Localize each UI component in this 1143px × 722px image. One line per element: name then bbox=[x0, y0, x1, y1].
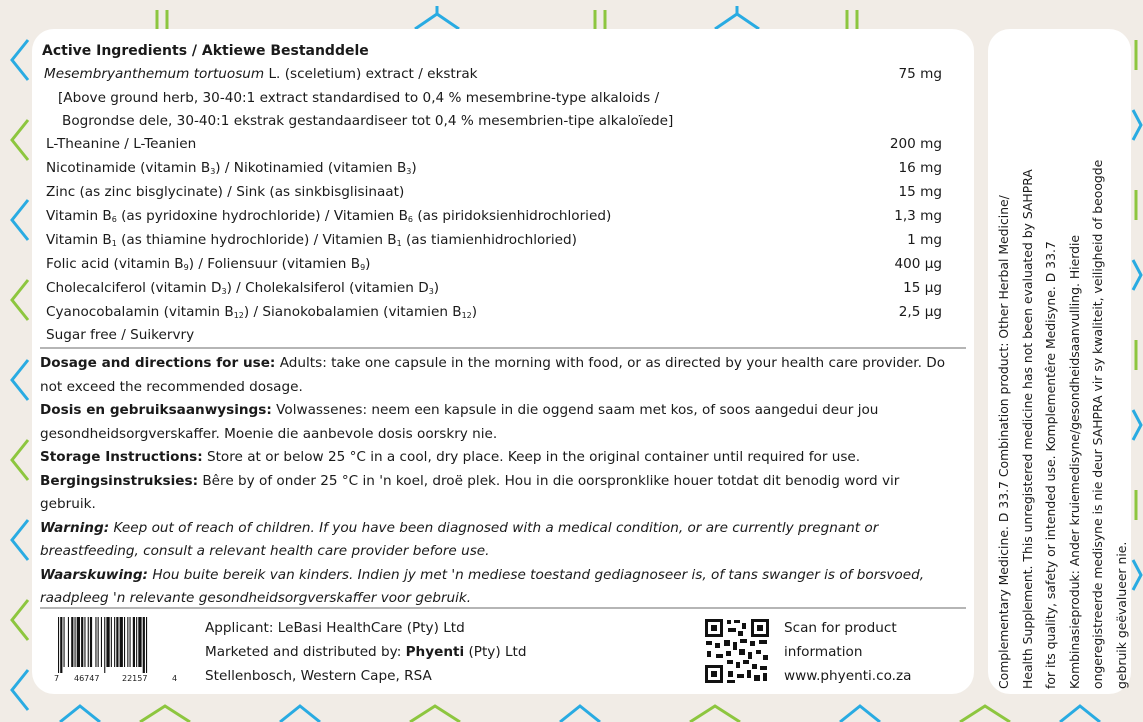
subscript: 3 bbox=[406, 167, 412, 176]
amount-vitamin-d3: 15 µg bbox=[903, 280, 942, 296]
qr-code-icon[interactable] bbox=[704, 618, 770, 684]
barcode-bar bbox=[104, 617, 105, 673]
barcode-bar bbox=[88, 617, 89, 667]
brand-name: Phyenti bbox=[405, 644, 465, 660]
text-part: ) / Foliensuur (vitamien B bbox=[188, 256, 361, 272]
subscript: 3 bbox=[221, 287, 227, 296]
barcode-bar bbox=[84, 617, 85, 667]
berging-text: Bêre by of onder 25 °C in 'n koel, droë plek. Hou in die oorspronklike houer totdat dit benodig word vir gebruik. bbox=[40, 472, 900, 512]
barcode-bar bbox=[106, 617, 109, 667]
subscript: 6 bbox=[407, 215, 413, 224]
barcode-bar bbox=[101, 617, 102, 667]
scan-info bbox=[784, 616, 911, 688]
subscript: 9 bbox=[360, 263, 366, 272]
ingredient-latin-name: Mesembryanthemum tortuosum bbox=[44, 66, 265, 82]
text-part: (as tiamienhidrochloried) bbox=[401, 232, 577, 248]
amount-theanine: 200 mg bbox=[889, 136, 942, 152]
ingredient-vitamin-b12 bbox=[46, 304, 477, 324]
text-part: Vitamin B bbox=[46, 232, 112, 248]
ingredient-vitamin-b1 bbox=[46, 232, 577, 252]
marketed-line bbox=[205, 640, 527, 664]
directions-section bbox=[40, 352, 958, 611]
barcode-bar bbox=[71, 617, 73, 667]
barcode-bar bbox=[77, 617, 80, 667]
barcode-bar bbox=[116, 617, 118, 667]
waarskuwing-text: Hou buite bereik van kinders. Indien jy met 'n mediese toestand gediagnoseer is, of tans swanger is of borsvoed, raadpleeg 'n relevante gesondheidsorgverskaffer voor gebruik. bbox=[40, 566, 925, 606]
regulatory-line-5: ongeregistreerde medisyne is nie deur SAHPRA vir sy kwaliteit, veiligheid of beoogde bbox=[1090, 159, 1106, 689]
barcode-bar bbox=[64, 617, 65, 667]
barcode-bar bbox=[68, 617, 69, 667]
bottom-edge-pattern bbox=[60, 706, 1100, 722]
ingredient-sceletium bbox=[44, 66, 478, 83]
amount-zinc: 15 mg bbox=[898, 184, 942, 200]
extract-note-line-2: Bogrondse dele, 30-40:1 ekstrak gestandaardiseer tot 0,4 % mesembrien-tipe alkaloïede] bbox=[62, 113, 674, 129]
top-green-bars bbox=[157, 10, 857, 29]
warning-paragraph bbox=[40, 517, 958, 564]
amount-vitamin-b12: 2,5 µg bbox=[898, 304, 942, 320]
text-part: ) / Sianokobalamien (vitamien B bbox=[243, 304, 462, 320]
subscript: 9 bbox=[183, 263, 189, 272]
address-line: Stellenbosch, Western Cape, RSA bbox=[205, 668, 432, 684]
text-part: Cholecalciferol (vitamin D bbox=[46, 280, 222, 296]
regulatory-line-4: Kombinasieproduk: Ander kruiemedisyne/gesondheidsaanvulling. Hierdie bbox=[1066, 234, 1082, 689]
amount-nicotinamide: 16 mg bbox=[898, 160, 942, 176]
ingredients-heading: Active Ingredients / Aktiewe Bestanddele bbox=[42, 43, 369, 59]
sugar-free-note: Sugar free / Suikervry bbox=[46, 327, 195, 343]
text-part: Vitamin B bbox=[46, 208, 112, 224]
waarskuwing-label: Waarskuwing: bbox=[40, 566, 148, 583]
dosage-label: Dosage and directions for use: bbox=[40, 355, 276, 371]
berging-label: Bergingsinstruksies: bbox=[40, 472, 199, 489]
barcode-bar bbox=[95, 617, 96, 667]
text-part: ) bbox=[471, 304, 478, 320]
text-part: Nicotinamide (vitamin B bbox=[46, 160, 211, 176]
barcode-bar bbox=[98, 617, 99, 667]
subscript: 1 bbox=[396, 239, 402, 248]
text-part: ) bbox=[411, 160, 417, 176]
regulatory-text bbox=[992, 160, 1134, 689]
amount-sceletium: 75 mg bbox=[898, 66, 942, 82]
dosage-paragraph bbox=[40, 352, 958, 399]
company-info bbox=[205, 616, 527, 688]
side-regulatory-panel bbox=[988, 29, 1131, 694]
barcode-bar bbox=[124, 617, 125, 667]
text-part: ) bbox=[365, 256, 371, 272]
scan-line-2: information bbox=[784, 644, 863, 660]
text-part: Folic acid (vitamin B bbox=[46, 256, 184, 272]
dosis-text: Volwassenes: neem een kapsule in die oggend saam met kos, of soos aangedui deur jou gesondheidsorgverskaffer. Moenie die aanbevole dosis oorskry nie. bbox=[40, 402, 879, 442]
ingredient-folic-acid bbox=[46, 256, 370, 276]
top-teal-chevrons bbox=[415, 6, 759, 29]
barcode-bar bbox=[60, 617, 62, 673]
barcode-digit-4: 4 bbox=[172, 674, 178, 683]
divider-directions bbox=[40, 607, 966, 609]
barcode-bar bbox=[75, 617, 76, 667]
ingredient-theanine: L-Theanine / L-Teanien bbox=[46, 136, 197, 152]
waarskuwing-paragraph bbox=[40, 564, 958, 611]
text-part: ) / Cholekalsiferol (vitamien D bbox=[226, 280, 429, 296]
extract-note-line-1: [Above ground herb, 30-40:1 extract standardised to 0,4 % mesembrine-type alkaloids / bbox=[58, 90, 660, 106]
text-part: ) / Nikotinamied (vitamien B bbox=[215, 160, 407, 176]
barcode-digits-2: 46747 bbox=[74, 674, 100, 683]
left-edge-pattern bbox=[12, 40, 28, 710]
dosage-text: Adults: take one capsule in the morning with food, or as directed by your health care provider. Do not exceed the recommended dosage. bbox=[40, 355, 946, 395]
regulatory-line-6: gebruik geëvalueer nie. bbox=[1113, 541, 1129, 689]
barcode-bar bbox=[146, 617, 147, 673]
applicant-line: Applicant: LeBasi HealthCare (Pty) Ltd bbox=[205, 620, 465, 636]
storage-text: Store at or below 25 °C in a cool, dry place. Keep in the original container until required for use. bbox=[202, 449, 861, 465]
barcode-bar bbox=[143, 617, 145, 673]
dosis-label: Dosis en gebruiksaanwysings: bbox=[40, 402, 272, 418]
barcode-bar bbox=[111, 617, 112, 667]
scan-line-1: Scan for product bbox=[784, 620, 897, 636]
marketed-suffix: (Pty) Ltd bbox=[464, 644, 527, 660]
ingredient-name-rest: L. (sceletium) extract / ekstrak bbox=[264, 66, 478, 82]
divider-ingredients bbox=[40, 347, 966, 349]
text-part: ) bbox=[433, 280, 440, 296]
warning-text: Keep out of reach of children. If you have been diagnosed with a medical condition, or are currently pregnant or breastfeeding, consult a relevant health care provider before use. bbox=[40, 519, 879, 559]
subscript: 6 bbox=[111, 215, 117, 224]
dosis-paragraph bbox=[40, 399, 958, 446]
amount-folic-acid: 400 µg bbox=[894, 256, 942, 272]
barcode-bar bbox=[133, 617, 135, 667]
barcode-bars bbox=[52, 617, 184, 673]
regulatory-line-2: Health Supplement. This unregistered medicine has not been evaluated by SAHPRA bbox=[1019, 169, 1035, 689]
barcode-bar bbox=[58, 617, 59, 673]
warning-label: Warning: bbox=[40, 519, 110, 536]
barcode-bar bbox=[90, 617, 92, 667]
ingredient-vitamin-b6 bbox=[46, 208, 611, 228]
barcode-bar bbox=[81, 617, 83, 667]
barcode bbox=[52, 617, 184, 687]
barcode-bar bbox=[120, 617, 123, 667]
subscript: 1 bbox=[111, 239, 117, 248]
ingredient-nicotinamide bbox=[46, 160, 417, 180]
text-part: (as pyridoxine hydrochloride) / Vitamien B bbox=[116, 208, 408, 224]
text-part: Cyanocobalamin (vitamin B bbox=[46, 304, 234, 320]
ingredient-vitamin-d3 bbox=[46, 280, 439, 300]
barcode-digits-3: 22157 bbox=[122, 674, 148, 683]
text-part: (as piridoksienhidrochloried) bbox=[413, 208, 612, 224]
storage-paragraph bbox=[40, 446, 958, 470]
regulatory-line-1: Complementary Medicine. D 33.7 Combination product: Other Herbal Medicine/ bbox=[996, 195, 1011, 689]
barcode-digit-1: 7 bbox=[54, 674, 60, 683]
regulatory-line-3: for its quality, safety or intended use. Komplementêre Medisyne. D 33.7 bbox=[1043, 241, 1059, 689]
barcode-bar bbox=[114, 617, 115, 667]
berging-paragraph bbox=[40, 470, 958, 517]
barcode-bar bbox=[130, 617, 131, 667]
storage-label: Storage Instructions: bbox=[40, 449, 203, 465]
subscript: 12 bbox=[461, 311, 472, 320]
text-part: (as thiamine hydrochloride) / Vitamien B bbox=[116, 232, 397, 248]
barcode-bar bbox=[127, 617, 128, 667]
marketed-prefix: Marketed and distributed by: bbox=[205, 644, 406, 660]
amount-vitamin-b1: 1 mg bbox=[907, 232, 942, 248]
amount-vitamin-b6: 1,3 mg bbox=[894, 208, 942, 224]
subscript: 12 bbox=[233, 311, 244, 320]
barcode-bar bbox=[136, 617, 137, 667]
subscript: 3 bbox=[428, 287, 434, 296]
ingredient-zinc: Zinc (as zinc bisglycinate) / Sink (as sinkbisglisinaat) bbox=[46, 184, 405, 200]
website-link[interactable]: www.phyenti.co.za bbox=[784, 668, 912, 684]
main-label-panel bbox=[32, 29, 974, 694]
subscript: 3 bbox=[210, 167, 216, 176]
barcode-bar bbox=[138, 617, 141, 667]
right-edge-pattern bbox=[1133, 40, 1141, 590]
